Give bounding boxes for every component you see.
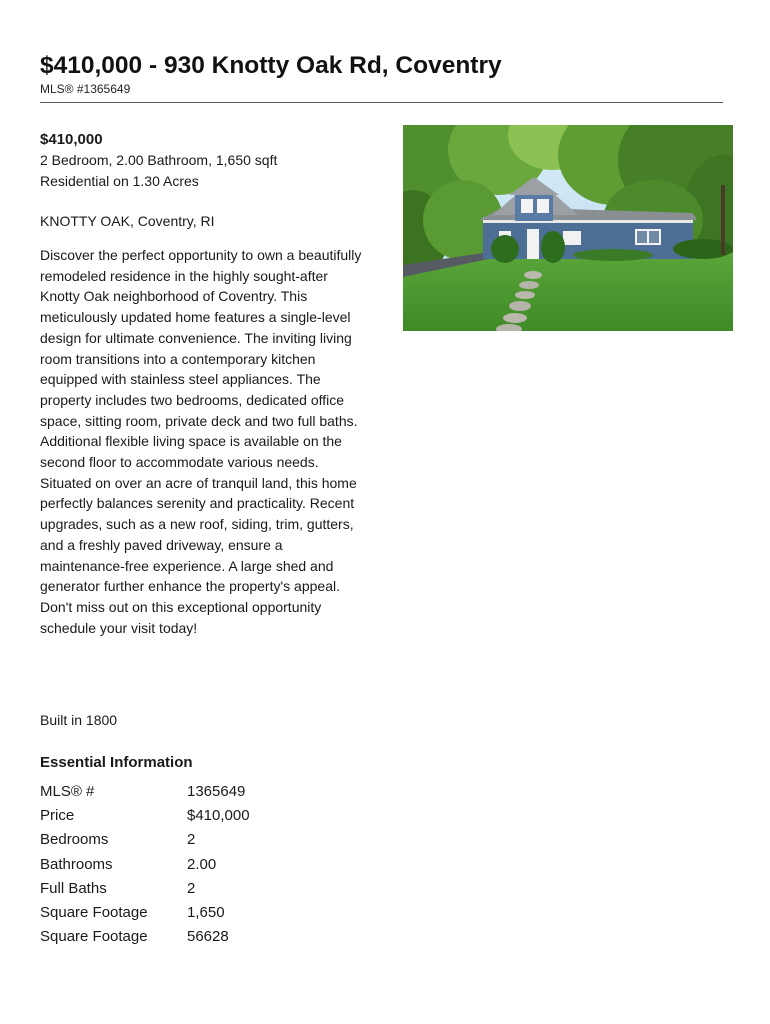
row-label: Full Baths <box>40 879 107 897</box>
listing-description: Discover the perfect opportunity to own a beautifully remodeled residence in the highly sought-after Knotty Oak neighborhood of Coventry. This meticulously updated home features a single-level design for ultimate convenience. The inviting living room transitions into a contemporary kitchen equipped with stainless steel appliances. The property includes two bedrooms, dedicated office space, sitting room, private deck and two full baths. Additional flexible living space is available on the second floor to accommodate various needs. Situated on over an acre of tranquil land, this home perfectly balances serenity and practicality. Recent upgrades, such as a new roof, siding, trim, gutters, and a freshly paved driveway, ensure a maintenance-free experience. A large shed and generator further enhance the property's appeal. Don't miss out on this exceptional opportunity schedule your visit today! <box>40 247 362 636</box>
row-label: Price <box>40 807 75 825</box>
essential-info-heading: Essential Information <box>40 754 193 771</box>
listing-type: Residential on 1.30 Acres <box>40 173 199 189</box>
table-row <box>40 877 250 901</box>
page-title: $410,000 - 930 Knotty Oak Rd, Coventry <box>40 52 502 79</box>
year-built: Built in 1800 <box>40 712 118 728</box>
header-divider <box>40 102 723 103</box>
essential-info-table <box>40 780 250 949</box>
row-label: Square Footage <box>40 928 148 946</box>
row-value: 56628 <box>187 928 229 946</box>
property-photo <box>403 125 733 331</box>
table-row <box>40 804 250 828</box>
row-value: $410,000 <box>187 807 250 825</box>
row-label: Bathrooms <box>40 855 113 873</box>
row-value: 2 <box>187 879 196 897</box>
row-value: 1365649 <box>187 783 246 800</box>
table-row <box>40 853 250 877</box>
listing-price: $410,000 <box>40 131 103 148</box>
listing-summary <box>40 130 375 638</box>
row-label: MLS® # <box>40 783 95 800</box>
row-value: 2.00 <box>187 855 217 873</box>
table-row <box>40 901 250 925</box>
table-row <box>40 925 250 949</box>
mls-subtitle: MLS® #1365649 <box>40 82 131 96</box>
listing-location: KNOTTY OAK, Coventry, RI <box>40 213 215 229</box>
listing-specs: 2 Bedroom, 2.00 Bathroom, 1,650 sqft <box>40 152 278 168</box>
row-label: Square Footage <box>40 904 148 922</box>
row-value: 2 <box>187 831 196 849</box>
table-row <box>40 780 250 804</box>
table-row <box>40 828 250 852</box>
row-value: 1,650 <box>187 904 225 922</box>
row-label: Bedrooms <box>40 831 109 849</box>
